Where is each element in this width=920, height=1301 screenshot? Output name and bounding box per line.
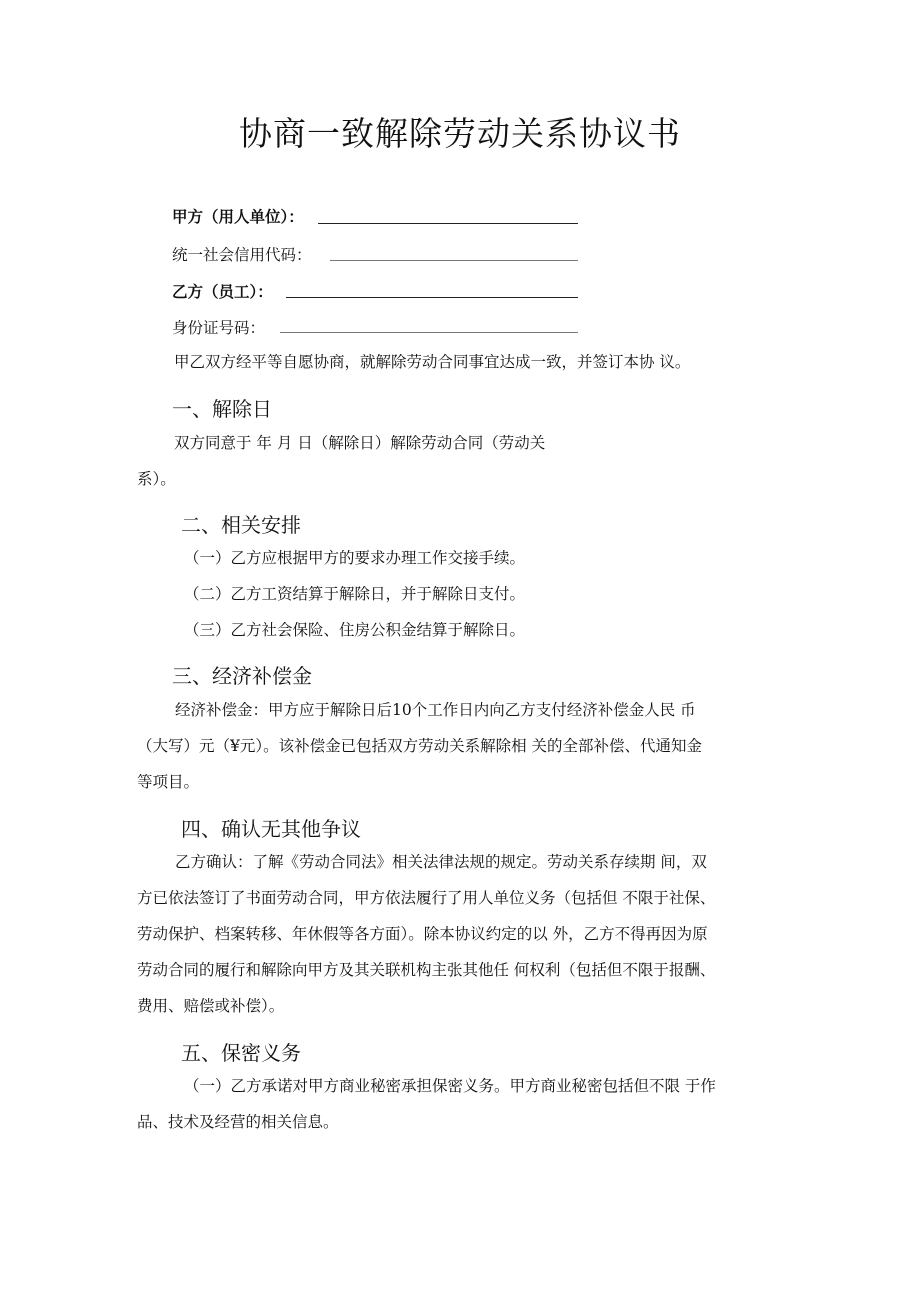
party-b-blank[interactable] bbox=[286, 297, 578, 298]
credit-code-blank[interactable] bbox=[330, 260, 578, 261]
section-5-line: 品、技术及经营的相关信息。 bbox=[137, 1113, 339, 1131]
id-number-label: 身份证号码： bbox=[172, 319, 266, 337]
section-1-line: 双方同意于 年 月 日（解除日）解除劳动合同（劳动关 bbox=[174, 434, 546, 452]
section-1-heading: 一、解除日 bbox=[172, 397, 272, 421]
section-4-line: 费用、赔偿或补偿）。 bbox=[137, 997, 285, 1015]
section-2-item: （一）乙方应根据甲方的要求办理工作交接手续。 bbox=[184, 549, 526, 567]
section-3-heading: 三、经济补偿金 bbox=[172, 664, 312, 688]
section-1-line: 系）。 bbox=[137, 470, 176, 488]
section-3-line: 等项目。 bbox=[137, 773, 200, 791]
section-2-heading: 二、相关安排 bbox=[181, 513, 301, 537]
section-4-heading: 四、确认无其他争议 bbox=[181, 817, 361, 841]
section-5-heading: 五、保密义务 bbox=[181, 1041, 301, 1065]
id-number-blank[interactable] bbox=[280, 332, 578, 333]
document-title: 协商一致解除劳动关系协议书 bbox=[239, 114, 681, 153]
party-a-blank[interactable] bbox=[318, 223, 578, 224]
credit-code-label: 统一社会信用代码： bbox=[172, 246, 312, 264]
party-b-label: 乙方（员工）： bbox=[172, 283, 273, 301]
section-2-item: （二）乙方工资结算于解除日，并于解除日支付。 bbox=[184, 585, 526, 603]
section-3-line: 经济补偿金：甲方应于解除日后10个工作日内向乙方支付经济补偿金人民 币 bbox=[175, 701, 696, 719]
section-2-item: （三）乙方社会保险、住房公积金结算于解除日。 bbox=[184, 621, 526, 639]
section-4-line: 劳动合同的履行和解除向甲方及其关联机构主张其他任 何权利（包括但不限于报酬、 bbox=[137, 961, 716, 979]
section-3-line: （大写）元（¥元）。该补偿金已包括双方劳动关系解除相 关的全部补偿、代通知金 bbox=[137, 737, 703, 755]
section-4-line: 劳动保护、档案转移、年休假等各方面）。除本协议约定的以 外，乙方不得再因为原 bbox=[137, 925, 708, 943]
party-a-label: 甲方（用人单位）： bbox=[172, 208, 304, 226]
section-4-line: 乙方确认：了解《劳动合同法》相关法律法规的规定。劳动关系存续期 间，双 bbox=[175, 853, 707, 871]
section-4-line: 方已依法签订了书面劳动合同，甲方依法履行了用人单位义务（包括但 不限于社保、 bbox=[137, 889, 716, 907]
intro-paragraph: 甲乙双方经平等自愿协商，就解除劳动合同事宜达成一致，并签订本协 议。 bbox=[174, 353, 691, 371]
section-5-line: （一）乙方承诺对甲方商业秘密承担保密义务。甲方商业秘密包括但不限 于作 bbox=[184, 1077, 716, 1095]
